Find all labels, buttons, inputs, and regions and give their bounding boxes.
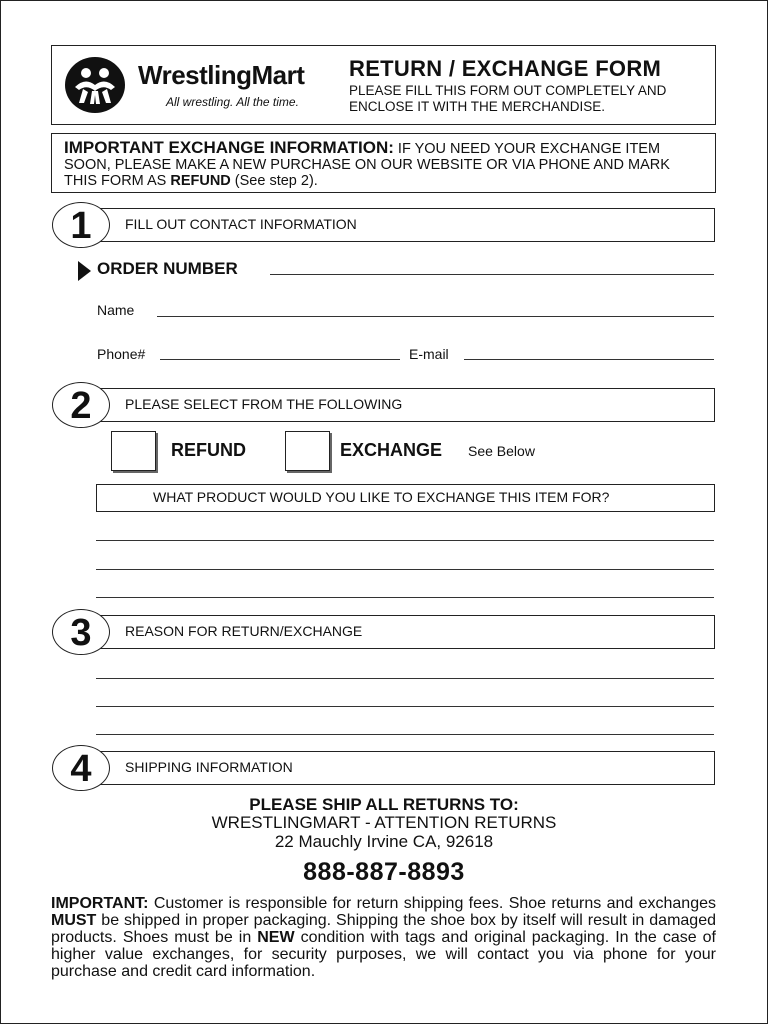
- step3-bar: REASON FOR RETURN/EXCHANGE: [98, 615, 715, 649]
- exchange-checkbox[interactable]: [285, 431, 330, 471]
- step2-bar: PLEASE SELECT FROM THE FOLLOWING: [98, 388, 715, 422]
- phone-label: Phone#: [97, 346, 146, 362]
- form-title: RETURN / EXCHANGE FORM: [349, 56, 662, 81]
- phone-number: 888-887-8893: [303, 858, 465, 886]
- info-text-2: (See step 2).: [230, 173, 318, 189]
- important-must: MUST: [51, 912, 97, 929]
- email-field[interactable]: [464, 359, 714, 360]
- important-text-1: Customer is responsible for return shipping fees. Shoe returns and exchanges: [148, 895, 716, 912]
- step3-number: 3: [52, 609, 110, 655]
- brand-tagline: All wrestling. All the time.: [166, 95, 299, 109]
- exchange-line-3[interactable]: [96, 597, 714, 598]
- header-box: [51, 45, 716, 125]
- order-number-label: ORDER NUMBER: [97, 259, 238, 278]
- refund-checkbox[interactable]: [111, 431, 156, 471]
- name-field[interactable]: [157, 316, 714, 317]
- step2-number: 2: [52, 382, 110, 428]
- brand-name: WrestlingMart: [138, 60, 305, 90]
- step1-bar: FILL OUT CONTACT INFORMATION: [98, 208, 715, 242]
- important-new: NEW: [257, 929, 295, 946]
- important-text-3: condition with tags and original packaging. In the case of higher value exchanges, for security purposes, we will contact you via phone for your purchase and credit card information.: [51, 929, 717, 980]
- info-lead: IMPORTANT EXCHANGE INFORMATION:: [64, 138, 394, 157]
- arrow-marker-icon: [78, 261, 91, 281]
- order-number-field[interactable]: [270, 274, 714, 275]
- email-label: E-mail: [409, 346, 449, 362]
- form-subtitle: PLEASE FILL THIS FORM OUT COMPLETELY AND ENCLOSE IT WITH THE MERCHANDISE.: [349, 83, 667, 114]
- wrestlers-logo-icon: [65, 57, 125, 113]
- important-text-2: be shipped in proper packaging. Shipping the shoe box by itself will result in damaged products. Shoes must be in: [51, 912, 716, 946]
- phone-field[interactable]: [160, 359, 400, 360]
- reason-line-1[interactable]: [96, 678, 714, 679]
- step1-number: 1: [52, 202, 110, 248]
- important-notice: [51, 895, 716, 980]
- name-label: Name: [97, 302, 135, 318]
- reason-line-3[interactable]: [96, 734, 714, 735]
- step4-bar: SHIPPING INFORMATION: [98, 751, 715, 785]
- reason-line-2[interactable]: [96, 706, 714, 707]
- exchange-line-1[interactable]: [96, 540, 714, 541]
- ship-heading: PLEASE SHIP ALL RETURNS TO:: [249, 795, 519, 814]
- important-exchange-info: [51, 133, 716, 193]
- ship-address-line2: 22 Mauchly Irvine CA, 92618: [274, 832, 494, 851]
- exchange-line-2[interactable]: [96, 569, 714, 570]
- info-text-1: IF YOU NEED YOUR EXCHANGE ITEM SOON, PLEASE MAKE A NEW PURCHASE ON OUR WEBSITE OR VIA PHONE AND MARK THIS FORM AS: [64, 141, 670, 189]
- exchange-product-question: WHAT PRODUCT WOULD YOU LIKE TO EXCHANGE THIS ITEM FOR?: [96, 484, 715, 512]
- exchange-label: EXCHANGE: [340, 440, 443, 460]
- ship-address-line1: WRESTLINGMART - ATTENTION RETURNS: [211, 813, 557, 832]
- see-below-note: See Below: [468, 443, 535, 459]
- important-label: IMPORTANT:: [51, 895, 149, 912]
- refund-label: REFUND: [171, 440, 246, 460]
- info-refund: REFUND: [170, 173, 231, 189]
- step4-number: 4: [52, 745, 110, 791]
